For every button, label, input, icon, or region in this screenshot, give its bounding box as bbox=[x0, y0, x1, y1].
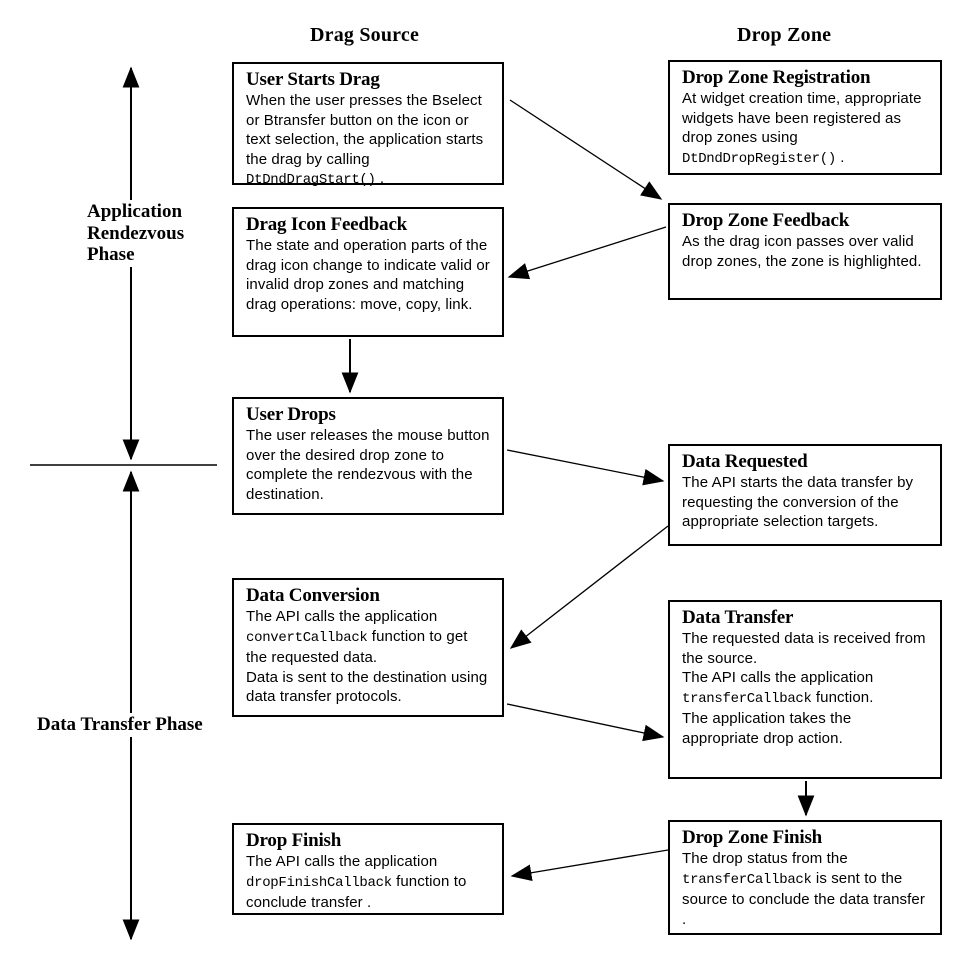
arrow-drop-zone-feedback-to-drag-icon-feedback bbox=[509, 227, 666, 277]
node-user-drops bbox=[232, 397, 504, 515]
node-drop-zone-finish bbox=[668, 820, 942, 935]
node-body: The API starts the data transfer by requesting the conversion of the appropriate selection targets. bbox=[682, 474, 914, 530]
node-title: User Starts Drag bbox=[246, 69, 380, 90]
arrow-data-requested-to-data-conversion bbox=[511, 526, 668, 648]
node-title: User Drops bbox=[246, 404, 336, 425]
node-data-transfer bbox=[668, 600, 942, 779]
node-title: Drag Icon Feedback bbox=[246, 214, 408, 235]
column-header-drop-zone: Drop Zone bbox=[737, 24, 832, 46]
node-body: The user releases the mouse button over the desired drop zone to complete the rendezvous with the destination. bbox=[246, 427, 490, 503]
node-body: The API calls the application dropFinishCallback function to conclude transfer . bbox=[246, 853, 467, 911]
node-data-conversion bbox=[232, 578, 504, 717]
arrow-data-conversion-to-data-transfer bbox=[507, 704, 663, 737]
node-body: When the user presses the Bselect or Btransfer button on the icon or text selection, the application starts the drag by calling DtDndDragStart() . bbox=[246, 92, 484, 188]
node-data-requested bbox=[668, 444, 942, 546]
column-header-drag-source: Drag Source bbox=[310, 24, 420, 46]
node-title: Drop Zone Feedback bbox=[682, 210, 850, 231]
phase-label-application-rendezvous bbox=[85, 200, 186, 267]
node-title: Data Conversion bbox=[246, 585, 380, 606]
node-title: Drop Zone Finish bbox=[682, 827, 823, 848]
node-user-starts-drag bbox=[232, 62, 504, 188]
phase-label-line: Rendezvous bbox=[87, 222, 185, 244]
node-body: The API calls the application convertCallback function to get the requested data. Data is sent to the destination using data transfer protocols. bbox=[246, 608, 488, 705]
node-body: The state and operation parts of the drag icon change to indicate valid or invalid drop zones and matching drag operations: move, copy, link. bbox=[246, 237, 490, 313]
node-title: Drop Finish bbox=[246, 830, 342, 851]
node-body: The drop status from the transferCallback is sent to the source to conclude the data transfer . bbox=[682, 850, 925, 928]
node-drop-zone-feedback bbox=[668, 203, 942, 300]
arrow-user-starts-drag-to-drop-zone-feedback bbox=[510, 100, 661, 199]
phase-label-line: Phase bbox=[87, 244, 135, 265]
node-drop-zone-registration bbox=[668, 60, 942, 175]
node-title: Drop Zone Registration bbox=[682, 67, 871, 88]
node-body: The requested data is received from the source. The API calls the application transferCallback function. The application takes the appropriate drop action. bbox=[682, 630, 926, 747]
arrow-user-drops-to-data-requested bbox=[507, 450, 663, 481]
node-body: At widget creation time, appropriate widgets have been registered as drop zones using DtDndDropRegister() . bbox=[682, 90, 922, 167]
node-title: Data Requested bbox=[682, 451, 808, 472]
phase-label-data-transfer: Data Transfer Phase bbox=[37, 714, 203, 735]
node-drop-finish bbox=[232, 823, 504, 915]
node-body: As the drag icon passes over valid drop zones, the zone is highlighted. bbox=[682, 233, 922, 270]
arrow-drop-zone-finish-to-drop-finish bbox=[512, 850, 668, 876]
node-title: Data Transfer bbox=[682, 607, 794, 628]
node-drag-icon-feedback bbox=[232, 207, 504, 337]
phase-label-line: Application bbox=[87, 201, 183, 222]
